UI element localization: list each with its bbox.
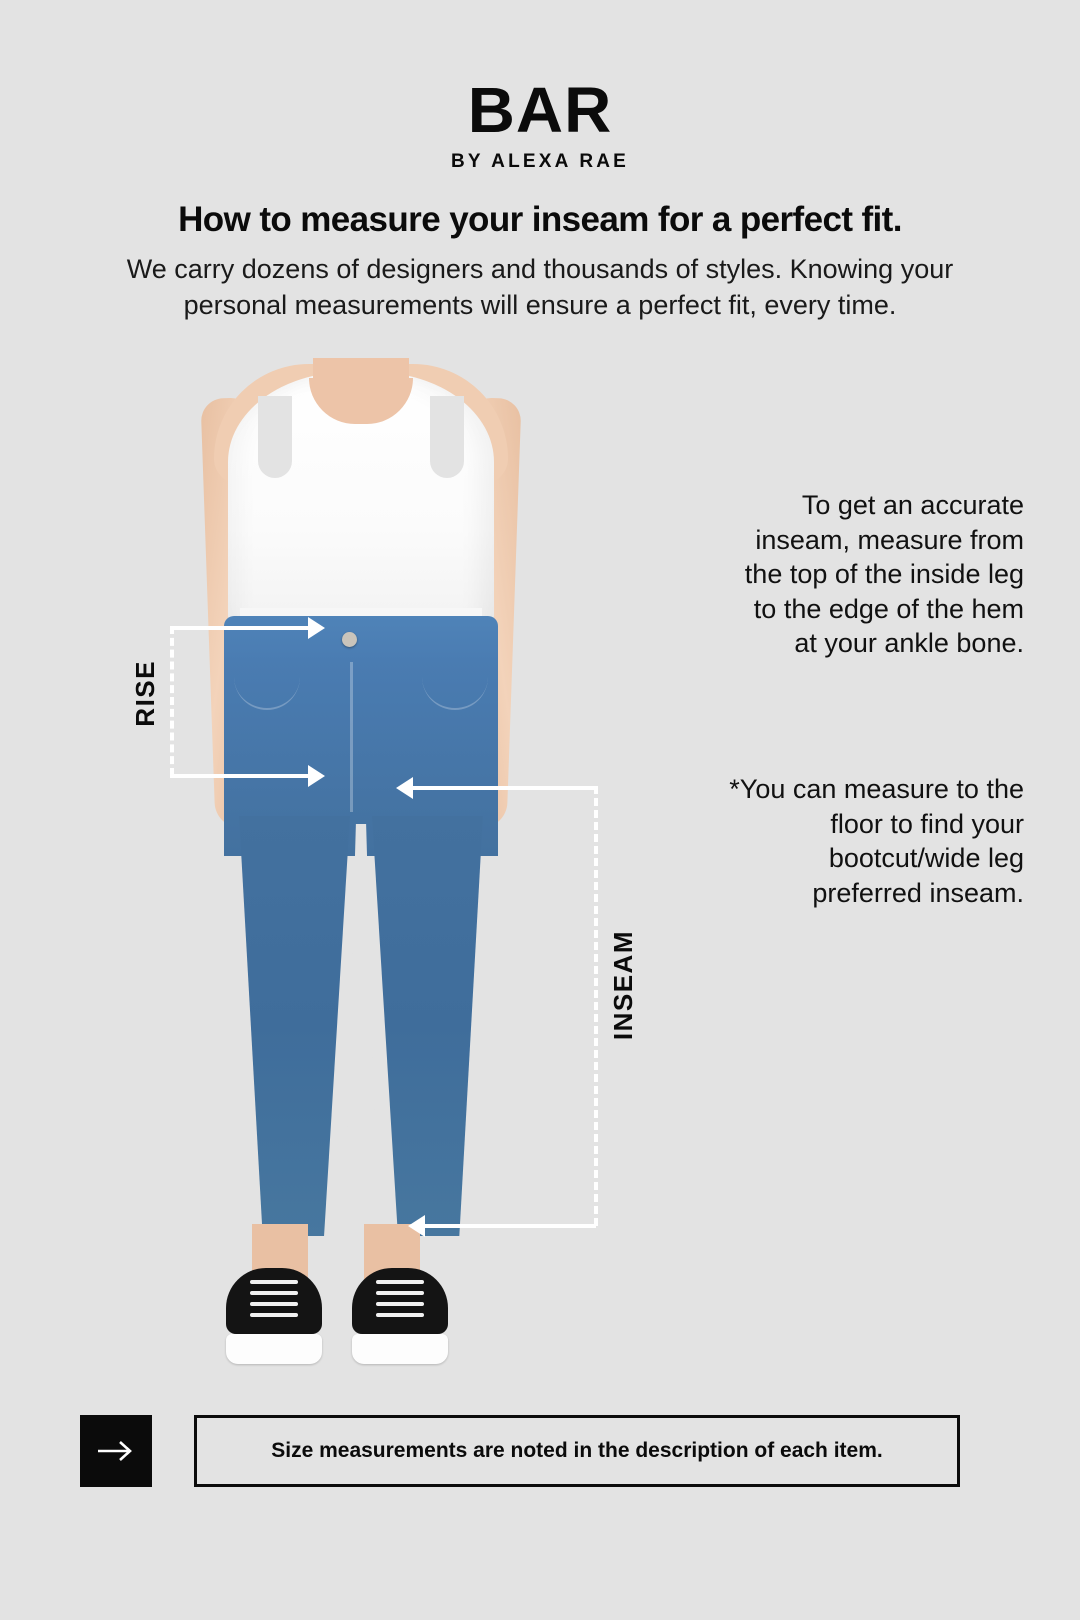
jeans-button [342, 632, 357, 647]
tank-strap-gap-right [430, 396, 464, 478]
inseam-bottom-line [424, 1224, 596, 1228]
rise-bottom-arrowhead [308, 765, 325, 787]
model-illustration [196, 358, 526, 1368]
inseam-top-arrowhead [396, 777, 413, 799]
sneaker-right-laces [376, 1278, 424, 1322]
page-subtitle: We carry dozens of designers and thousands of styles. Knowing your personal measurements will ensure a perfect fit, every time. [126, 254, 954, 320]
rise-bottom-line [170, 774, 320, 778]
arrow-right-icon[interactable] [80, 1415, 152, 1487]
tank-strap-gap-left [258, 396, 292, 478]
jeans-fly-seam [350, 662, 353, 812]
instruction-text: To get an accurate inseam, measure from the top of the inside leg to the edge of the hem at your ankle bone. [744, 490, 1024, 659]
inseam-top-line [412, 786, 596, 790]
note-text: *You can measure to the floor to find your bootcut/wide leg preferred inseam. [729, 774, 1024, 908]
leg-gap [344, 824, 378, 1236]
jeans-leg-right [372, 816, 490, 1236]
sneaker-right-sole [352, 1334, 448, 1364]
inseam-label: INSEAM [608, 930, 638, 1041]
rise-top-arrowhead [308, 617, 325, 639]
rise-vertical-dashes [170, 626, 174, 776]
footer [80, 1415, 1000, 1487]
inseam-bottom-arrowhead [408, 1215, 425, 1237]
jeans-leg-left [232, 816, 350, 1236]
brand-wordmark: BAR [467, 74, 613, 146]
sneaker-left-sole [226, 1334, 322, 1364]
rise-label: RISE [130, 660, 160, 727]
footer-note: Size measurements are noted in the description of each item. [194, 1415, 960, 1487]
blue-jeans [224, 616, 498, 1236]
jeans-waistband [224, 616, 498, 662]
page-title: How to measure your inseam for a perfect fit. [178, 200, 902, 239]
brand-logo [0, 74, 1080, 173]
rise-top-line [170, 626, 320, 630]
inseam-vertical-dashes [594, 786, 598, 1226]
sneaker-left [226, 1268, 322, 1364]
sneaker-right [352, 1268, 448, 1364]
brand-tagline: BY ALEXA RAE [450, 151, 630, 172]
sneaker-left-laces [250, 1278, 298, 1322]
